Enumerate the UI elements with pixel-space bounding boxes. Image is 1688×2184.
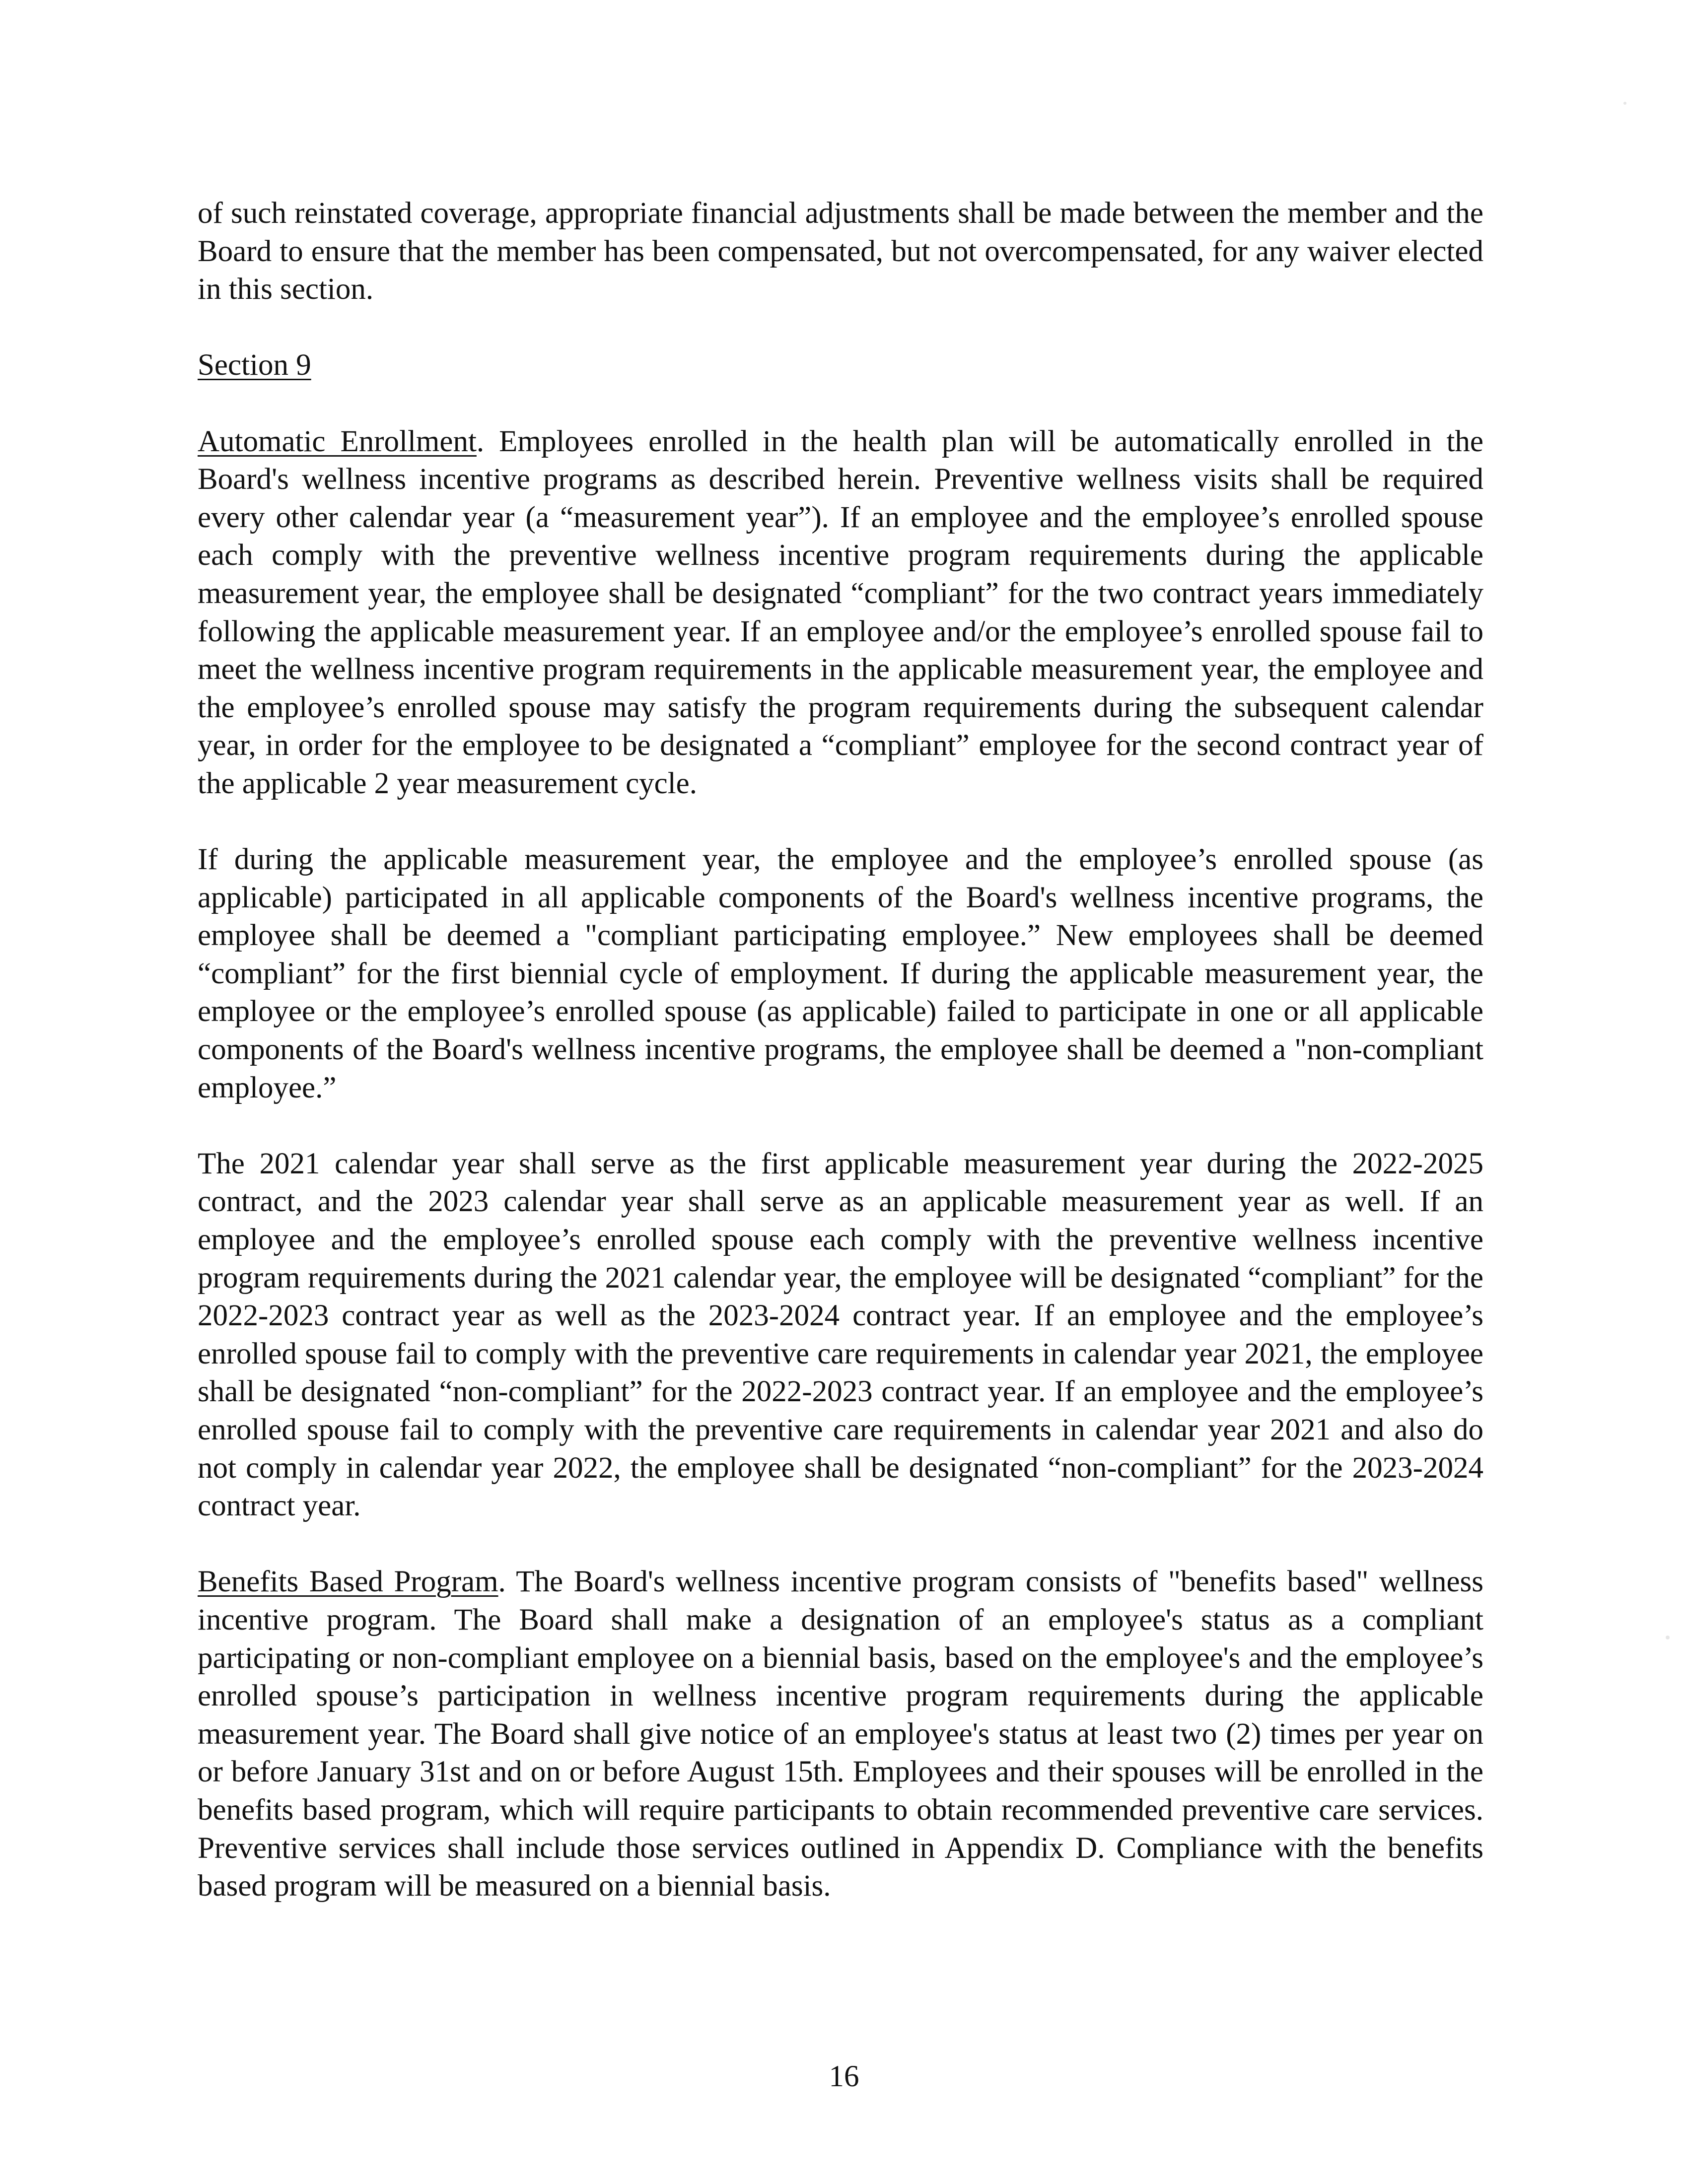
- benefits-based-program-label: Benefits Based Program: [198, 1565, 498, 1599]
- automatic-enrollment-paragraph: [198, 423, 1483, 803]
- scan-speck: [1666, 1636, 1670, 1639]
- benefits-based-program-label-punct: .: [498, 1565, 506, 1599]
- benefits-based-program-text: The Board's wellness incentive program consists of "benefits based" wellness incentive program. The Board shall make a designation of an employee's status as a compliant participating or non-compliant employee on a biennial basis, based on the employee's and the employee’s enrolled spouse’s participation in wellness incentive program requirements during the applicable measurement year. The Board shall give notice of an employee's status at least two (2) times per year on or before January 31st and on or before August 15th. Employees and their spouses will be enrolled in the benefits based program, which will require participants to obtain recommended preventive care services. Preventive services shall include those services outlined in Appendix D. Compliance with the benefits based program will be measured on a biennial basis.: [198, 1565, 1483, 1903]
- automatic-enrollment-label: Automatic Enrollment: [198, 424, 477, 458]
- continuation-paragraph: of such reinstated coverage, appropriate financial adjustments shall be made between the member and the Board to ensure that the member has been compensated, but not overcompensated, for any waiver elected in this section.: [198, 197, 1483, 306]
- section-heading-text: Section 9: [198, 348, 311, 382]
- document-body: [198, 195, 1483, 1943]
- section-heading: [198, 346, 1483, 385]
- compliance-paragraph: If during the applicable measurement year, the employee and the employee’s enrolled spouse (as applicable) participated in all applicable components of the Board's wellness incentive programs, the employee shall be deemed a "compliant participating employee.” New employees shall be deemed “compliant” for the first biennial cycle of employment. If during the applicable measurement year, the employee or the employee’s enrolled spouse (as applicable) failed to participate in one or all applicable components of the Board's wellness incentive programs, the employee shall be deemed a "non-compliant employee.”: [198, 843, 1483, 1104]
- page-number: 16: [829, 2060, 859, 2093]
- benefits-based-program-paragraph: [198, 1563, 1483, 1905]
- automatic-enrollment-label-punct: .: [476, 424, 485, 458]
- measurement-years-paragraph: The 2021 calendar year shall serve as the first applicable measurement year during the 2022-2025 contract, and the 2023 calendar year shall serve as an applicable measurement year as well. If an employee and the employee’s enrolled spouse each comply with the preventive wellness incentive program requirements during the 2021 calendar year, the employee will be designated “compliant” for the 2022-2023 contract year as well as the 2023-2024 contract year. If an employee and the employee’s enrolled spouse fail to comply with the preventive care requirements in calendar year 2021, the employee shall be designated “non-compliant” for the 2022-2023 contract year. If an employee and the employee’s enrolled spouse fail to comply with the preventive care requirements in calendar year 2021 and also do not comply in calendar year 2022, the employee shall be designated “non-compliant” for the 2023-2024 contract year.: [198, 1147, 1483, 1523]
- automatic-enrollment-text: Employees enrolled in the health plan will be automatically enrolled in the Board's wellness incentive programs as described herein. Preventive wellness visits shall be required every other calendar year (a “measurement year”). If an employee and the employee’s enrolled spouse each comply with the preventive wellness incentive program requirements during the applicable measurement year, the employee shall be designated “compliant” for the two contract years immediately following the applicable measurement year. If an employee and/or the employee’s enrolled spouse fail to meet the wellness incentive program requirements in the applicable measurement year, the employee and the employee’s enrolled spouse may satisfy the program requirements during the subsequent calendar year, in order for the employee to be designated a “compliant” employee for the second contract year of the applicable 2 year measurement cycle.: [198, 424, 1483, 800]
- scan-speck: [1623, 102, 1626, 105]
